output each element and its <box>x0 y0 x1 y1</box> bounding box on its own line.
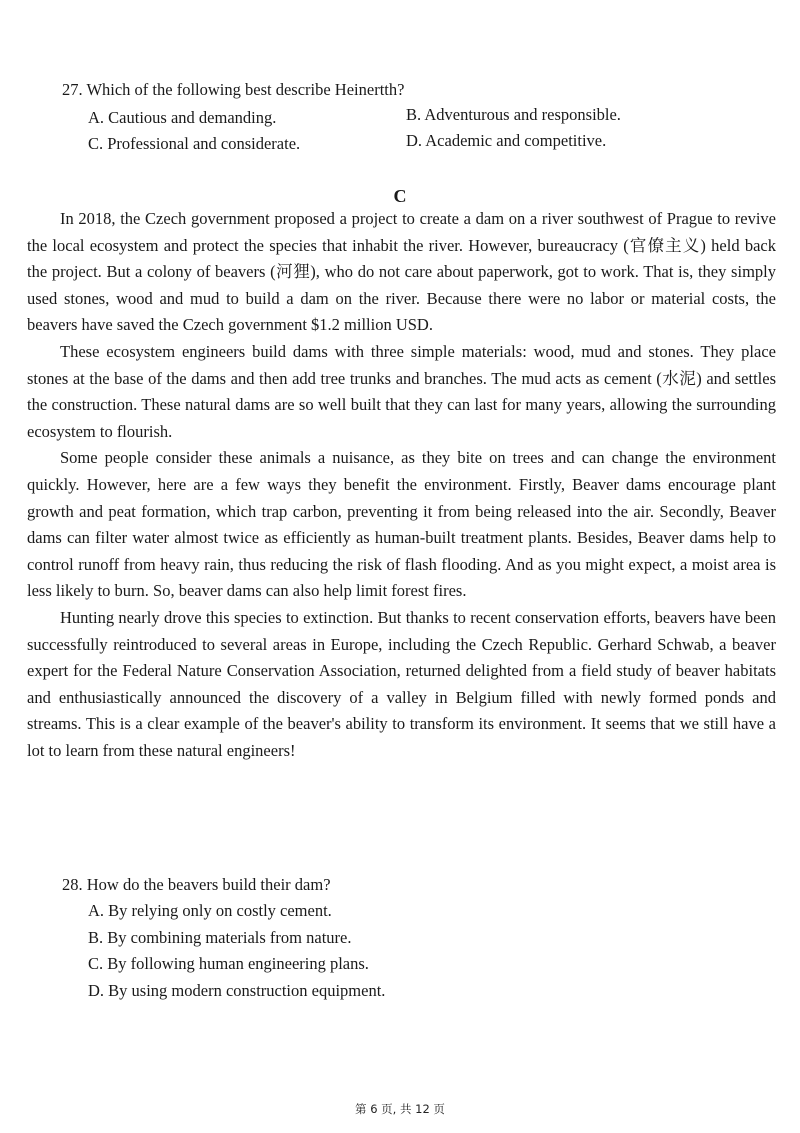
passage-paragraph: Some people consider these animals a nuisance, as they bite on trees and can change the environment quickly. However, here are a few ways they benefit the environment. Firstly, Beaver dams encourage plant growth and peat formation, which trap carbon, preventing it from being released into the air. Secondly, Beaver dams can filter water almost twice as efficiently as human-built treatment plants. Besides, Beaver dams help to control runoff from heavy rain, thus reducing the risk of flash flooding. And as you might expect, a moist area is less likely to burn. So, beaver dams can also help limit forest fires. <box>27 448 776 601</box>
question-28 <box>62 872 385 1004</box>
question-28-option-b: B. By combining materials from nature. <box>88 927 352 947</box>
question-27-option-d: D. Academic and competitive. <box>406 131 607 150</box>
question-27-option-b: B. Adventurous and responsible. <box>406 105 621 124</box>
passage-paragraph: Hunting nearly drove this species to extinction. But thanks to recent conservation efforts, beavers have been successfully reintroduced to several areas in Europe, including the Czech Republic. Gerhard Schwab, a beaver expert for the Federal Nature Conservation Association, returned delighted from a field study of beaver habitats and enthusiastically announced the discovery of a valley in Belgium filled with newly formed ponds and streams. This is a clear example of the beaver's ability to transform its environment. It seems that we still have a lot to learn from these natural engineers! <box>27 607 776 760</box>
question-27-option-c: C. Professional and considerate. <box>88 134 301 153</box>
question-28-option-a: A. By relying only on costly cement. <box>88 901 332 921</box>
reading-passage <box>27 206 776 764</box>
question-28-option-d: D. By using modern construction equipment. <box>88 980 386 1000</box>
question-27-stem: 27. Which of the following best describe Heinertth? <box>62 80 405 99</box>
section-heading: C <box>393 186 407 206</box>
passage-paragraph: These ecosystem engineers build dams with three simple materials: wood, mud and stones. They place stones at the base of the dams and then add tree trunks and branches. The mud acts as cement (水泥) and settles the construction. These natural dams are so well built that they can last for many years, allowing the surrounding ecosystem to flourish. <box>27 341 776 441</box>
passage-paragraph: In 2018, the Czech government proposed a project to create a dam on a river southwest of Prague to revive the local ecosystem and protect the species that inhabit the river. However, bureaucracy (官僚主义) held back the project. But a colony of beavers (河狸), who do not care about paperwork, got to work. That is, they simply used stones, wood and mud to build a dam on the river. Because there were no labor or material costs, the beavers have saved the Czech government $1.2 million USD. <box>27 209 776 335</box>
question-28-option-c: C. By following human engineering plans. <box>88 954 369 974</box>
question-28-stem: 28. How do the beavers build their dam? <box>62 875 331 894</box>
question-27-option-a: A. Cautious and demanding. <box>88 108 277 127</box>
page-number-footer: 第 6 页, 共 12 页 <box>355 1102 445 1116</box>
question-27 <box>62 77 404 103</box>
question-28-options <box>62 898 385 1004</box>
